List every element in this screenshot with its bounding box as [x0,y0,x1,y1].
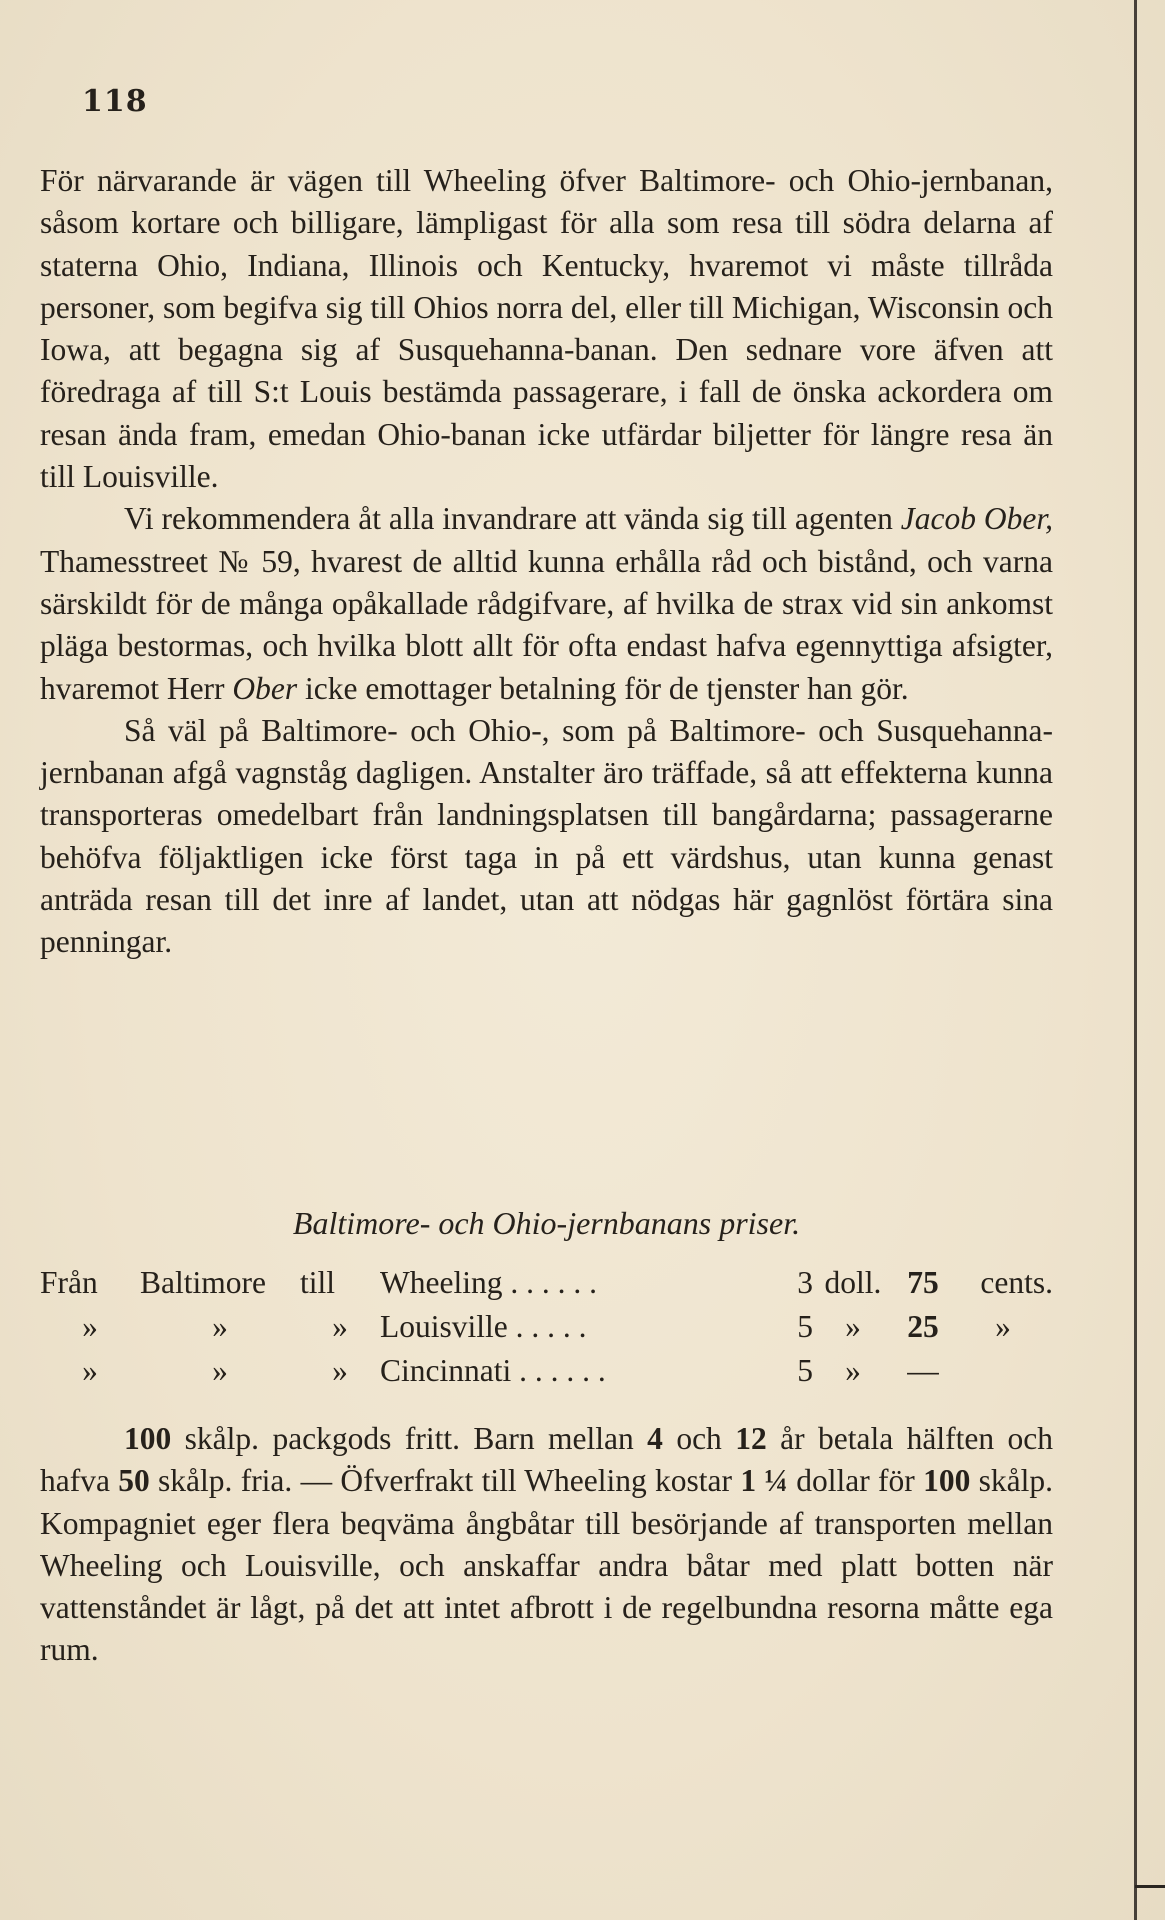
price-row [40,1353,1053,1397]
price-heading: Baltimore- och Ohio-jernbanans priser. [292,1205,801,1241]
price-till: till [300,1265,336,1300]
paragraph-4-text-e: skålp. Kompagniet eger flera beqväma ångbåtar till besörjande af transporten mellan Wheeling och Louisville, och anskaffar andra båtar med platt botten när vattenståndet är lågt, på det att intet afbrott i de regelbundna resorna måtte ega rum. [40,1463,1053,1668]
price-origin: » [212,1353,228,1388]
price-unit: » [845,1309,861,1344]
paragraph-4-text-d: dollar för [788,1463,924,1499]
paragraph-4-text-b: år betala hälften och hafva [40,1421,1054,1499]
paragraph-2-text-c: icke emottager betalning för de tjenster han gör. [297,670,909,706]
age-to: 12 [735,1421,767,1456]
price-amount: 5 [797,1353,813,1388]
freight-fee: 1 ¼ [740,1463,788,1499]
price-till: » [332,1353,348,1388]
paragraph-1: För närvarande är vägen till Wheeling öfver Baltimore- och Ohio-jernbanan, såsom kortare och billigare, lämpligast för alla som resa till södra delarna af staterna Ohio, Indiana, Illinois och Kentucky, hvaremot vi måste tillråda personer, som begifva sig till Ohios norra del, eller till Michigan, Wisconsin och Iowa, att begagna sig af Susquehanna-banan. Den sednare vore äfven att föredraga af till S:t Louis bestämda passagerare, i fall de önska ackordera om resan ända fram, emedan Ohio-banan icke utfärdar biljetter för längre resa än till Louisville. [40,163,1053,495]
price-unit: doll. [824,1265,882,1300]
price-destination: Wheeling . . . . . . [380,1265,597,1300]
price-cents: — [907,1353,939,1388]
paragraph-2-text-b: hvarest de alltid kunna erhålla råd och bistånd, och varna särskildt för de många opåkallade rådgifvare, af hvilka de strax vid sin ankomst pläga bestormas, och hvilka blott allt för ofta endast hafva egennyttiga afsigter, hvaremot Herr [40,543,1053,706]
paragraph-4-text-c: skålp. fria. — Öfverfrakt till Wheeling kostar [149,1463,741,1499]
price-table [40,1265,1053,1397]
price-amount: 3 [797,1265,813,1300]
paragraph-4-text-a: skålp. packgods fritt. Barn mellan [171,1421,648,1456]
page-edge-line [1134,0,1137,1920]
free-weight: 100 [124,1421,172,1456]
paragraph-4 [40,1418,1053,1672]
price-till: » [332,1309,348,1344]
price-destination: Cincinnati . . . . . . [380,1353,606,1388]
agent-name: Jacob Ober, [900,501,1053,537]
price-cents-unit: cents. [980,1265,1053,1300]
paragraph-4-and: och [662,1421,736,1456]
agent-address: Thamesstreet № 59, [40,543,301,579]
price-cents: 25 [907,1309,939,1344]
price-from: » [82,1353,98,1388]
price-cents: 75 [907,1265,939,1300]
price-origin: Baltimore [140,1265,266,1300]
price-unit: » [845,1353,861,1388]
paragraph-2 [40,498,1053,709]
paragraph-3: Så väl på Baltimore- och Ohio-, som på Baltimore- och Susquehanna-jernbanan afgå vagnståg dagligen. Anstalter äro träffade, så att effekterna kunna transporteras omedelbart från landningsplatsen till bangårdarna; passagerarne behöfva följaktligen icke först taga in på ett värdshus, utan kunna genast anträda resan till det inre af landet, utan att nödgas här gagnlöst förtära sina penningar. [40,712,1053,960]
freight-per-weight: 100 [923,1463,971,1499]
price-from: Från [40,1265,98,1300]
price-row [40,1309,1053,1353]
price-destination: Louisville . . . . . [380,1309,587,1344]
page-number: 118 [82,84,148,119]
ober-name: Ober [232,670,298,706]
price-cents-unit: » [995,1309,1011,1344]
price-amount: 5 [797,1309,813,1344]
corner-mark [1135,1885,1165,1902]
price-from: » [82,1309,98,1344]
paragraph-2-text-a: Vi rekommendera åt alla invandrare att vända sig till agenten [124,501,901,537]
body-text [40,160,1053,964]
age-from: 4 [647,1421,663,1456]
price-origin: » [212,1309,228,1344]
half-weight: 50 [118,1463,150,1499]
price-row [40,1265,1053,1309]
